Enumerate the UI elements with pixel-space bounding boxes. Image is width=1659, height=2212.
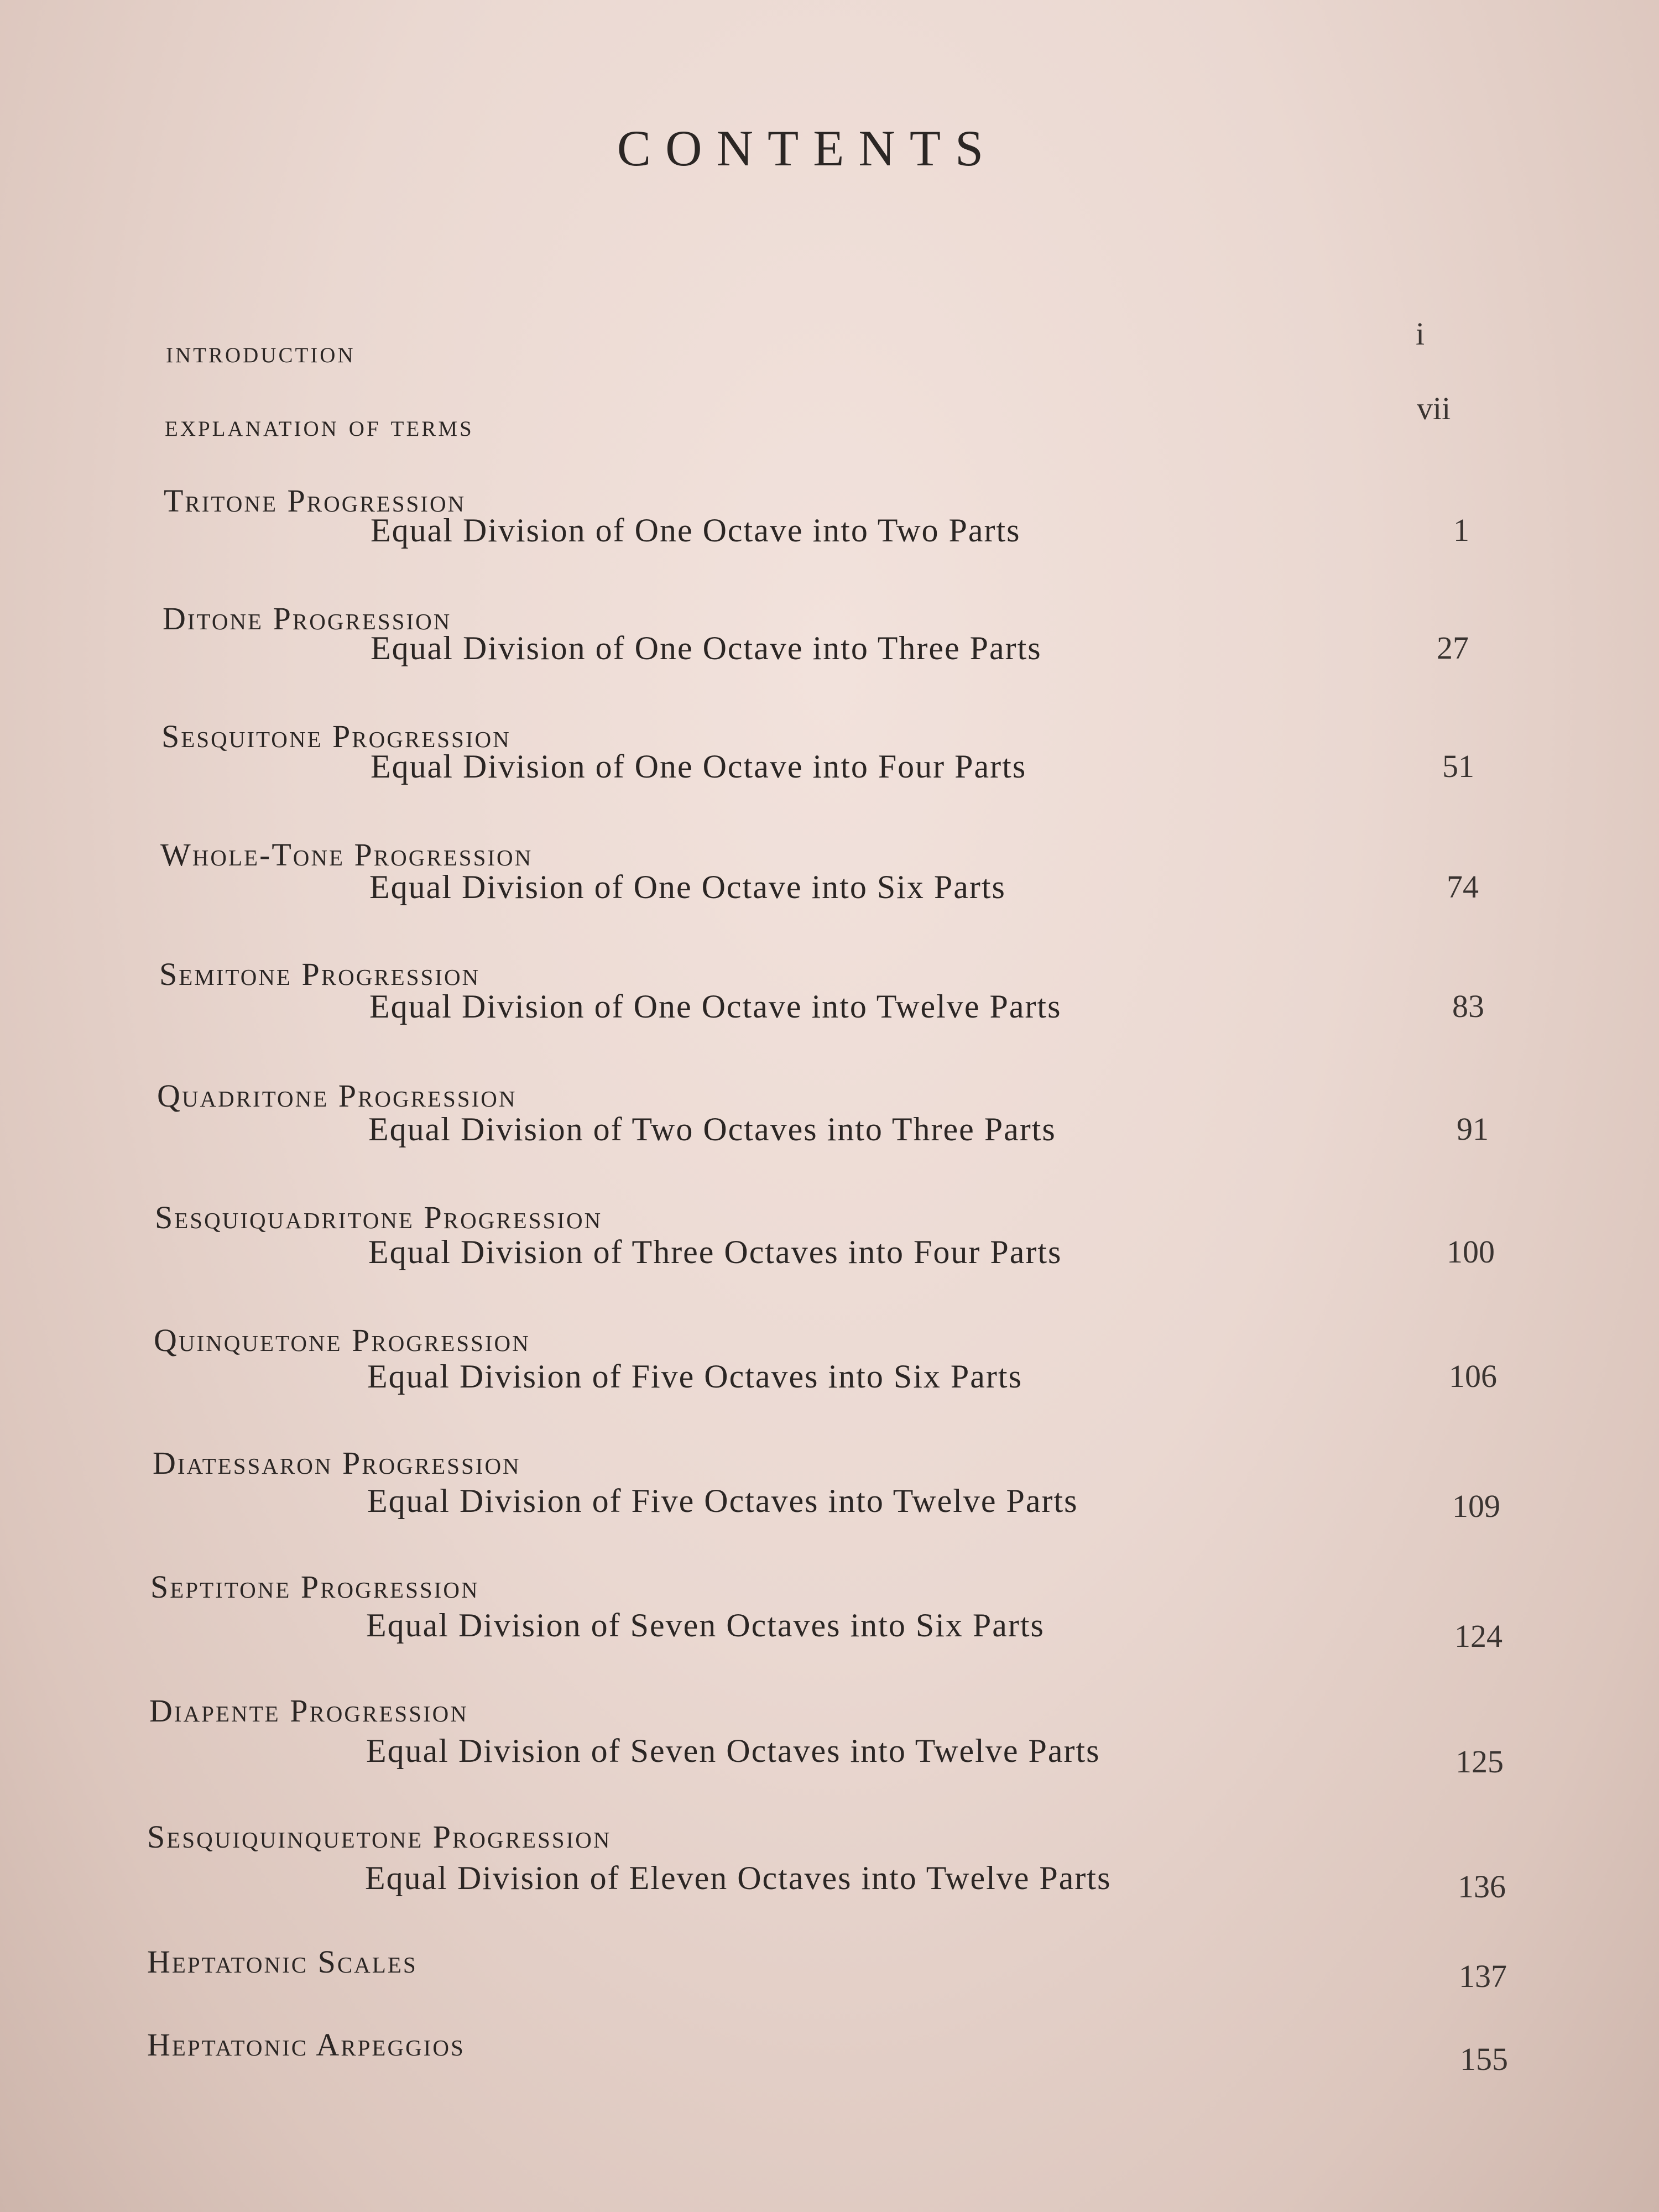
toc-subtitle: Equal Division of One Octave into Twelve Parts: [369, 988, 1062, 1025]
toc-heading: Tritone Progression: [164, 483, 466, 519]
toc-subtitle: Equal Division of One Octave into Two Parts: [371, 512, 1021, 549]
toc-page-number: 155: [1460, 2041, 1508, 2077]
toc-heading: introduction: [166, 335, 356, 369]
toc-subtitle: Equal Division of Seven Octaves into Six Parts: [366, 1607, 1045, 1644]
toc-page-number: 137: [1459, 1958, 1507, 1994]
toc-subtitle: Equal Division of Two Octaves into Three Parts: [368, 1111, 1056, 1147]
toc-heading: Sesquitone Progression: [161, 718, 511, 754]
toc-heading: Whole-Tone Progression: [160, 837, 533, 873]
toc-page-number: 27: [1437, 630, 1469, 666]
toc-heading: Heptatonic Arpeggios: [147, 2027, 465, 2063]
toc-heading: Quadritone Progression: [157, 1078, 517, 1114]
toc-page-number: i: [1416, 316, 1425, 352]
toc-subtitle: Equal Division of Five Octaves into Six Parts: [367, 1358, 1022, 1395]
toc-page-number: 125: [1455, 1744, 1504, 1780]
toc-heading: Heptatonic Scales: [147, 1944, 418, 1980]
toc-subtitle: Equal Division of One Octave into Six Parts: [369, 869, 1006, 905]
toc-page-number: 83: [1452, 988, 1484, 1024]
toc-heading: Septitone Progression: [150, 1569, 479, 1605]
toc-page-number: 91: [1457, 1111, 1489, 1147]
toc-page-number: 109: [1452, 1488, 1500, 1524]
toc-page-number: 74: [1447, 869, 1479, 905]
toc-heading: explanation of terms: [165, 409, 474, 443]
toc-heading: Ditone Progression: [163, 601, 452, 637]
toc-page-number: 100: [1447, 1234, 1495, 1270]
toc-heading: Quinquetone Progression: [154, 1322, 530, 1358]
toc-heading: Semitone Progression: [159, 956, 481, 992]
toc-heading: Diapente Progression: [149, 1693, 468, 1729]
toc-subtitle: Equal Division of Five Octaves into Twelve Parts: [367, 1483, 1078, 1519]
toc-page-number: vii: [1417, 390, 1451, 426]
toc-page-number: 51: [1442, 748, 1474, 784]
toc-subtitle: Equal Division of One Octave into Three Parts: [371, 630, 1042, 666]
toc-subtitle: Equal Division of Three Octaves into Four Parts: [368, 1234, 1062, 1270]
toc-subtitle: Equal Division of One Octave into Four Parts: [371, 748, 1027, 785]
toc-subtitle: Equal Division of Seven Octaves into Twelve Parts: [366, 1733, 1100, 1769]
page-title: CONTENTS: [617, 120, 998, 176]
toc-heading: Sesquiquinquetone Progression: [147, 1819, 612, 1855]
toc-page-number: 106: [1449, 1358, 1497, 1394]
toc-page-number: 124: [1454, 1618, 1503, 1654]
toc-subtitle: Equal Division of Eleven Octaves into Twelve Parts: [365, 1860, 1112, 1896]
toc-page-number: 1: [1453, 512, 1469, 548]
toc-heading: Diatessaron Progression: [153, 1445, 521, 1481]
toc-page-number: 136: [1458, 1869, 1506, 1905]
toc-heading: Sesquiquadritone Progression: [155, 1199, 603, 1235]
